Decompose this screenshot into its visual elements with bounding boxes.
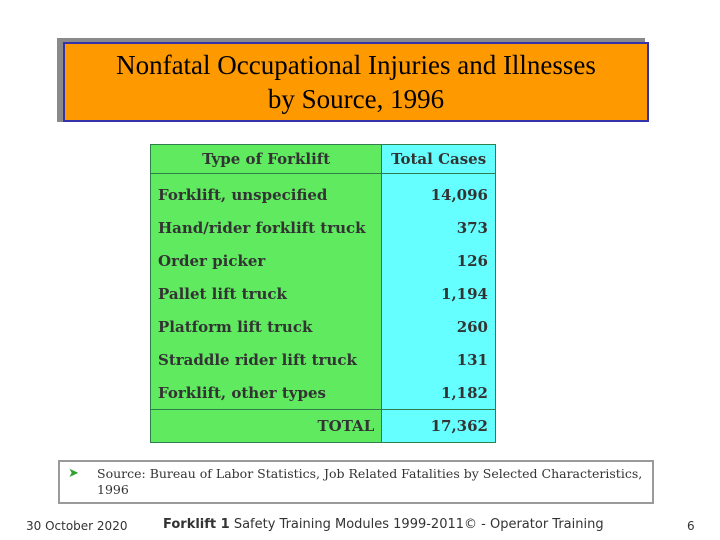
column-header-cases: Total Cases	[382, 145, 496, 174]
row-label: Platform lift truck	[151, 310, 382, 343]
arrow-bullet-icon: ➤	[68, 466, 79, 481]
row-value: 131	[382, 343, 496, 376]
table-total-row	[151, 410, 496, 443]
table-row	[151, 376, 496, 410]
row-value: 1,194	[382, 277, 496, 310]
row-label: Pallet lift truck	[151, 277, 382, 310]
row-value: 373	[382, 211, 496, 244]
footer-course-name: Forklift 1	[163, 517, 230, 532]
row-value: 260	[382, 310, 496, 343]
source-note	[58, 460, 654, 504]
table-row	[151, 244, 496, 277]
footer-course-description: Safety Training Modules 1999-2011© - Operator Training	[229, 517, 604, 532]
forklift-injury-table	[150, 144, 496, 443]
row-value: 14,096	[382, 174, 496, 212]
table-header-row	[151, 145, 496, 174]
row-label: Hand/rider forklift truck	[151, 211, 382, 244]
column-header-type: Type of Forklift	[151, 145, 382, 174]
slide-title-line-2: by Source, 1996	[267, 84, 445, 114]
table-row	[151, 277, 496, 310]
table-row	[151, 174, 496, 212]
source-text: Source: Bureau of Labor Statistics, Job Related Fatalities by Selected Characteristics, 1996	[97, 466, 643, 497]
slide-title	[63, 42, 649, 122]
row-label: Forklift, other types	[151, 376, 382, 410]
page-number: 6	[687, 519, 695, 533]
footer-course	[163, 517, 604, 532]
row-value: 1,182	[382, 376, 496, 410]
total-label: TOTAL	[151, 410, 382, 443]
total-value: 17,362	[382, 410, 496, 443]
slide-title-line-1: Nonfatal Occupational Injuries and Illnesses	[116, 50, 596, 80]
table-row	[151, 343, 496, 376]
row-label: Straddle rider lift truck	[151, 343, 382, 376]
table-row	[151, 211, 496, 244]
row-value: 126	[382, 244, 496, 277]
row-label: Forklift, unspecified	[151, 174, 382, 212]
footer-date: 30 October 2020	[26, 519, 128, 533]
row-label: Order picker	[151, 244, 382, 277]
table-row	[151, 310, 496, 343]
